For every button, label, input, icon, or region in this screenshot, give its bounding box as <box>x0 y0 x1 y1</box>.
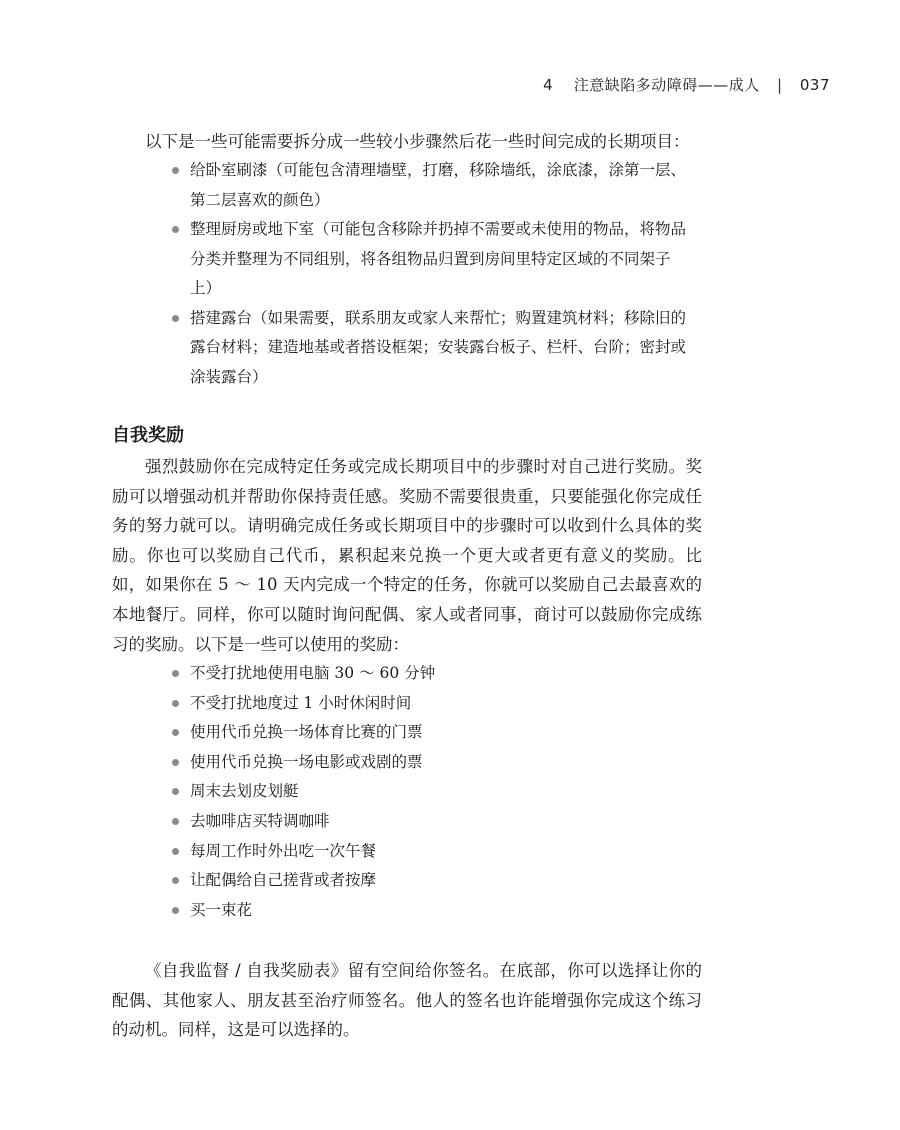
closing-paragraph: 《自我监督 / 自我奖励表》留有空间给你签名。在底部，你可以选择让你的配偶、其他家人、朋友甚至治疗师签名。他人的签名也许能增强你完成这个练习的动机。同样，这是可以选择的。 <box>112 961 702 1040</box>
list-item: 让配偶给自己搓背或者按摩 <box>172 866 690 896</box>
list-item: 去咖啡店买特调咖啡 <box>172 807 690 837</box>
reward-list <box>172 659 690 925</box>
list-item: 每周工作时外出吃一次午餐 <box>172 837 690 867</box>
chapter-number: 4 <box>543 76 554 94</box>
list-item: 搭建露台（如果需要，联系朋友或家人来帮忙；购置建筑材料；移除旧的露台材料；建造地基或者搭设框架；安装露台板子、栏杆、台阶；密封或涂装露台） <box>172 304 690 393</box>
page-number: 037 <box>799 76 830 94</box>
list-item: 整理厨房或地下室（可能包含移除并扔掉不需要或未使用的物品，将物品分类并整理为不同组别，将各组物品归置到房间里特定区域的不同架子上） <box>172 215 690 304</box>
list-item: 不受打扰地度过 1 小时休闲时间 <box>172 689 690 719</box>
intro-paragraph: 以下是一些可能需要拆分成一些较小步骤然后花一些时间完成的长期项目： <box>145 132 690 151</box>
list-item: 不受打扰地使用电脑 30 ～ 60 分钟 <box>172 659 690 689</box>
header-separator: | <box>777 76 783 94</box>
list-item: 给卧室刷漆（可能包含清理墙壁，打磨，移除墙纸，涂底漆，涂第一层、第二层喜欢的颜色） <box>172 156 690 215</box>
list-item: 买一束花 <box>172 896 690 926</box>
body-paragraph: 强烈鼓励你在完成特定任务或完成长期项目中的步骤时对自己进行奖励。奖励可以增强动机并帮助你保持责任感。奖励不需要很贵重，只要能强化你完成任务的努力就可以。请明确完成任务或长期项目中的步骤时可以收到什么具体的奖励。你也可以奖励自己代币，累积起来兑换一个更大或者更有意义的奖励。比如，如果你在 5 ～ 10 天内完成一个特定的任务，你就可以奖励自己去最喜欢的本地餐厅。同样，你可以随时询问配偶、家人或者同事，商讨可以鼓励你完成练习的奖励。以下是一些可以使用的奖励： <box>112 457 702 654</box>
list-item: 使用代币兑换一场电影或戏剧的票 <box>172 748 690 778</box>
list-item: 周末去划皮划艇 <box>172 777 690 807</box>
list-item: 使用代币兑换一场体育比赛的门票 <box>172 718 690 748</box>
chapter-title: 注意缺陷多动障碍——成人 <box>573 76 760 94</box>
running-header <box>543 74 830 95</box>
project-list <box>172 156 690 392</box>
section-title: 自我奖励 <box>112 425 184 446</box>
